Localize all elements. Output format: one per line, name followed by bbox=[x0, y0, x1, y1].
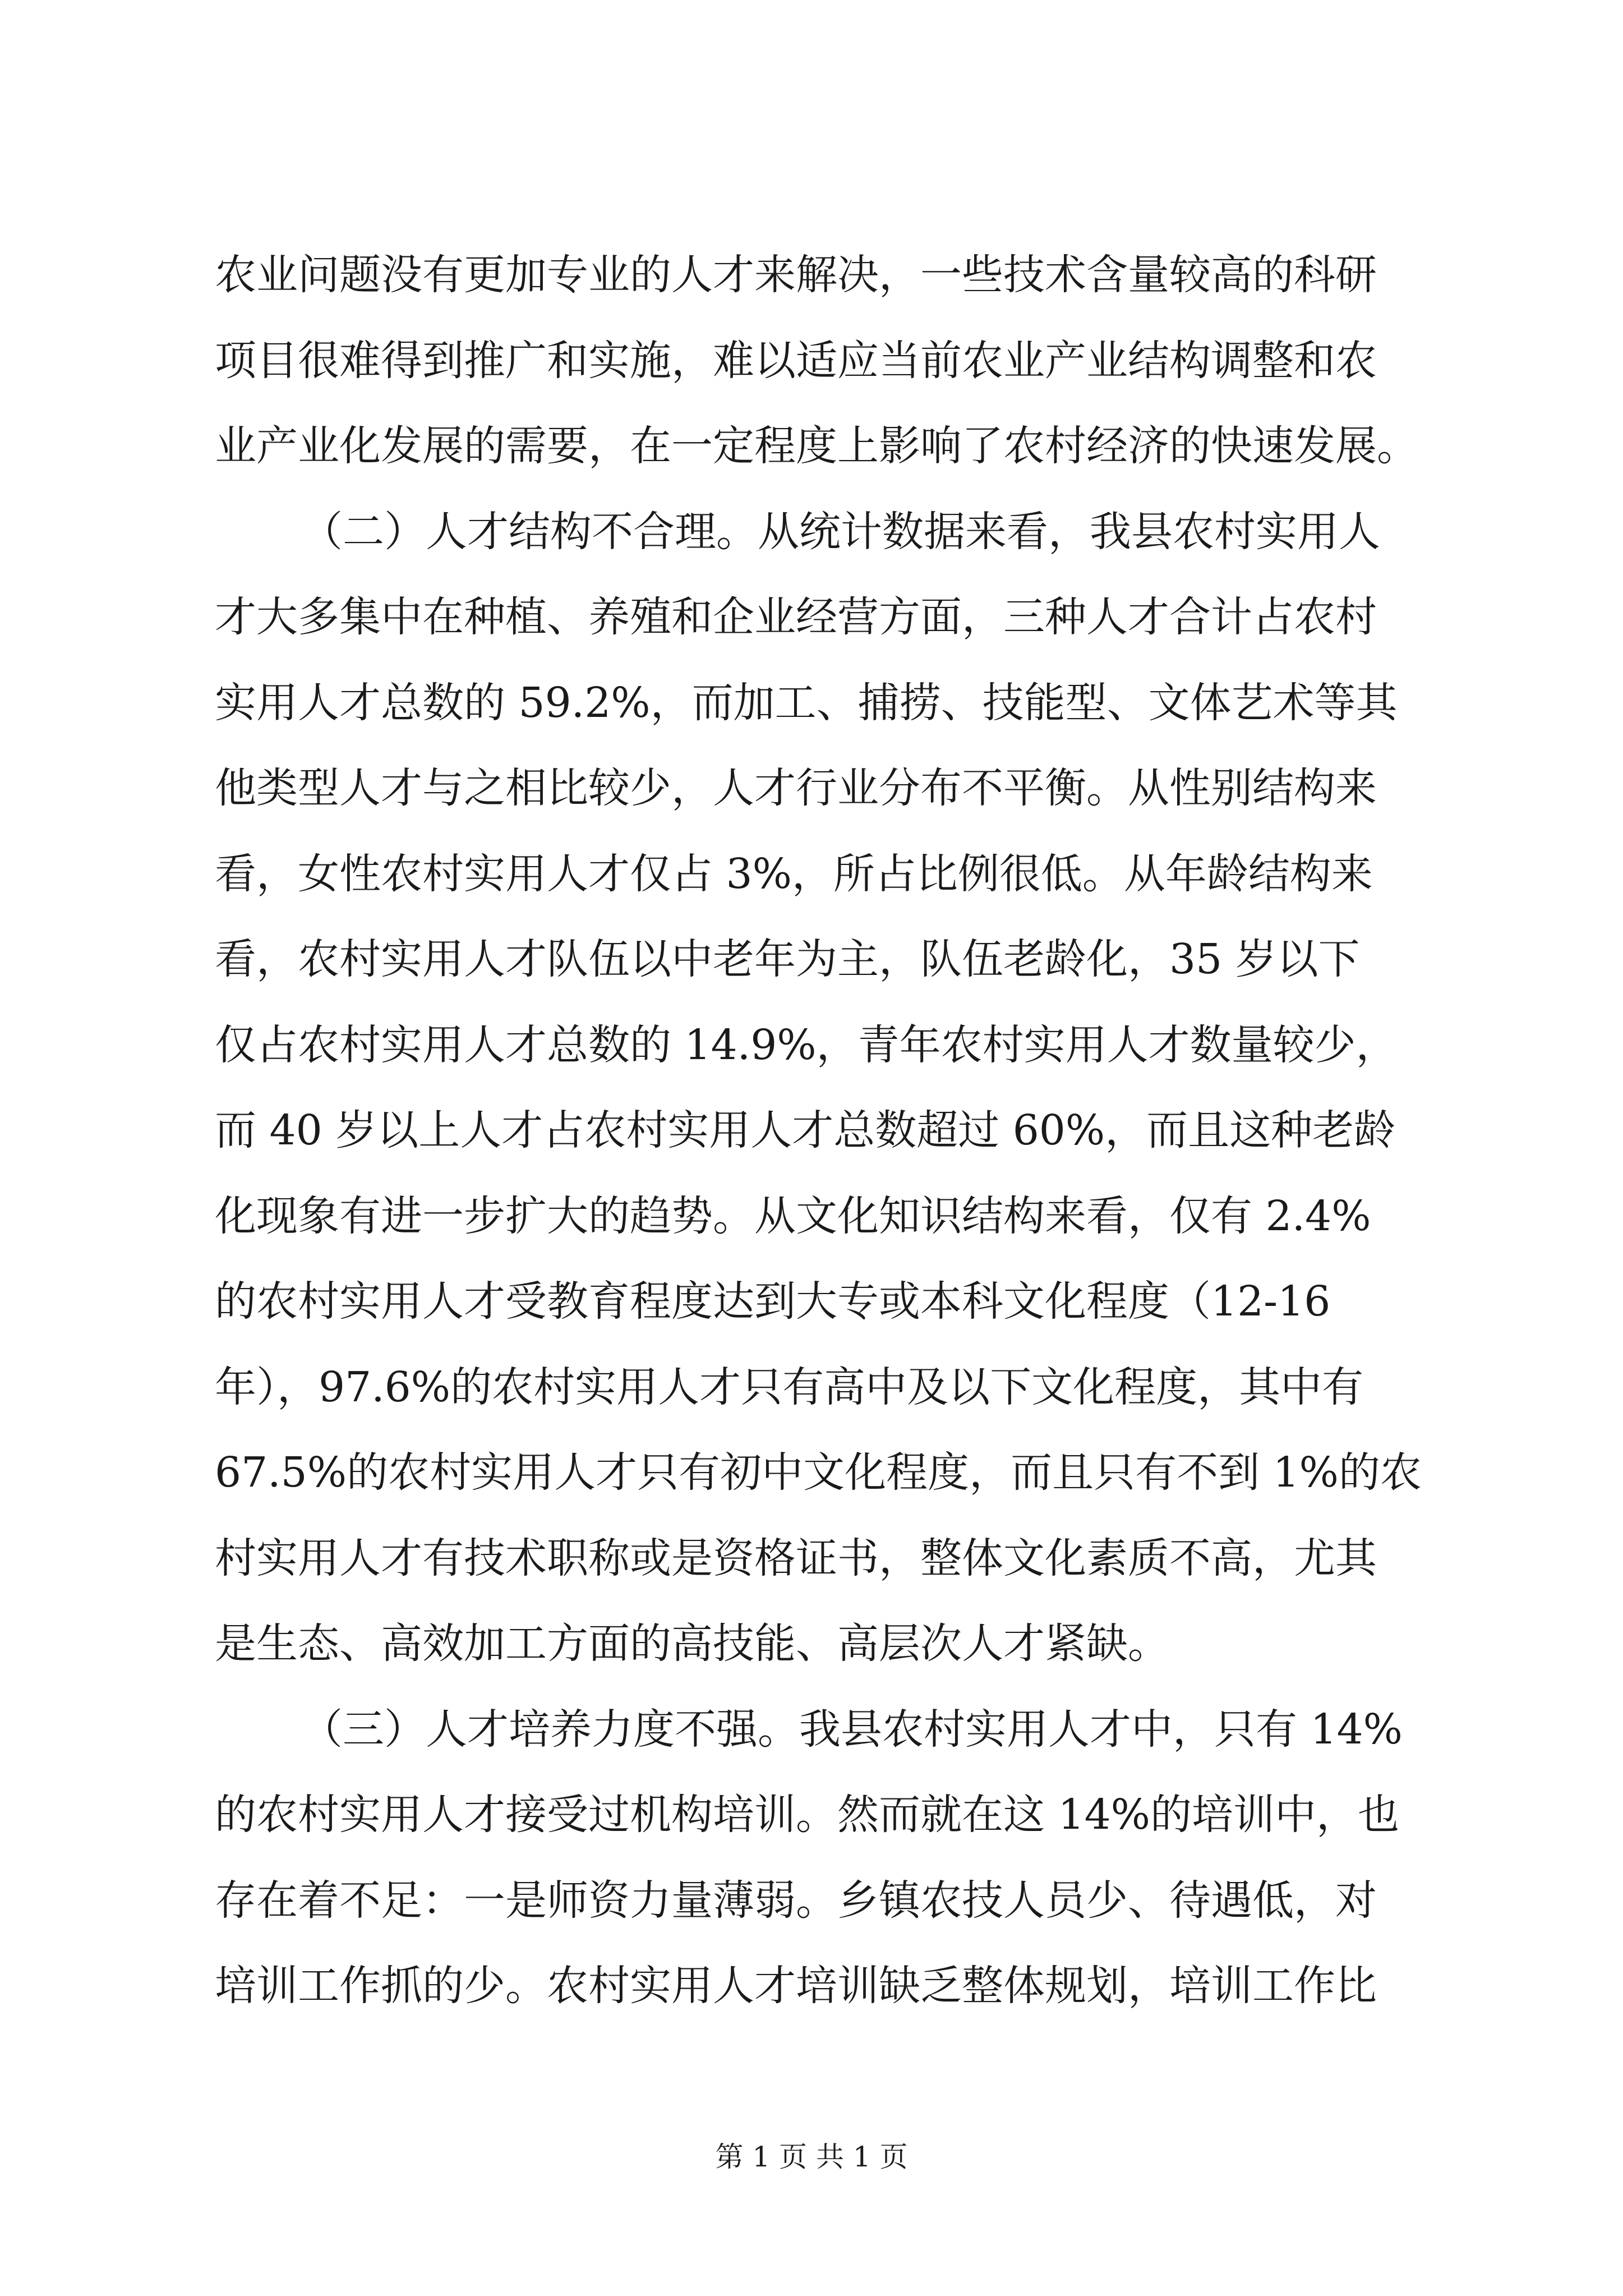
text-line: 他类型人才与之相比较少，人才行业分布不平衡。从性别结构来 bbox=[215, 764, 1377, 812]
text-line: 是生态、高效加工方面的高技能、高层次人才紧缺。 bbox=[215, 1619, 1169, 1668]
text-line: 农业问题没有更加专业的人才来解决，一些技术含量较高的科研 bbox=[215, 251, 1377, 299]
text-line: 看，女性农村实用人才仅占 3%，所占比例很低。从年龄结构来 bbox=[215, 849, 1373, 898]
text-line: 67.5%的农村实用人才只有初中文化程度，而且只有不到 1%的农 bbox=[215, 1448, 1422, 1497]
text-line: 才大多集中在种植、养殖和企业经营方面，三种人才合计占农村 bbox=[215, 593, 1377, 641]
text-line: 实用人才总数的 59.2%，而加工、捕捞、技能型、文体艺术等其 bbox=[215, 678, 1398, 727]
text-line: 的农村实用人才受教育程度达到大专或本科文化程度（12-16 bbox=[215, 1277, 1331, 1326]
text-line: 的农村实用人才接受过机构培训。然而就在这 14%的培训中，也 bbox=[215, 1791, 1399, 1839]
text-line: （三）人才培养力度不强。我县农村实用人才中，只有 14% bbox=[301, 1705, 1403, 1754]
text-line: 看，农村实用人才队伍以中老年为主，队伍老龄化，35 岁以下 bbox=[215, 935, 1360, 983]
text-line: 业产业化发展的需要，在一定程度上影响了农村经济的快速发展。 bbox=[215, 422, 1418, 470]
text-line: 培训工作抓的少。农村实用人才培训缺乏整体规划，培训工作比 bbox=[215, 1962, 1377, 2010]
text-line: 而 40 岁以上人才占农村实用人才总数超过 60%，而且这种老龄 bbox=[215, 1106, 1396, 1154]
text-line: 仅占农村实用人才总数的 14.9%，青年农村实用人才数量较少， bbox=[215, 1020, 1398, 1069]
page-footer: 第 1 页 共 1 页 bbox=[715, 2141, 908, 2173]
text-line: 化现象有进一步扩大的趋势。从文化知识结构来看，仅有 2.4% bbox=[215, 1191, 1371, 1240]
text-line: 项目很难得到推广和实施，难以适应当前农业产业结构调整和农 bbox=[215, 336, 1377, 385]
text-line: 存在着不足：一是师资力量薄弱。乡镇农技人员少、待遇低，对 bbox=[215, 1876, 1377, 1925]
text-line: 年），97.6%的农村实用人才只有高中及以下文化程度，其中有 bbox=[215, 1363, 1364, 1411]
text-line: （二）人才结构不合理。从统计数据来看，我县农村实用人 bbox=[301, 507, 1380, 556]
text-line: 村实用人才有技术职称或是资格证书，整体文化素质不高，尤其 bbox=[215, 1534, 1377, 1582]
